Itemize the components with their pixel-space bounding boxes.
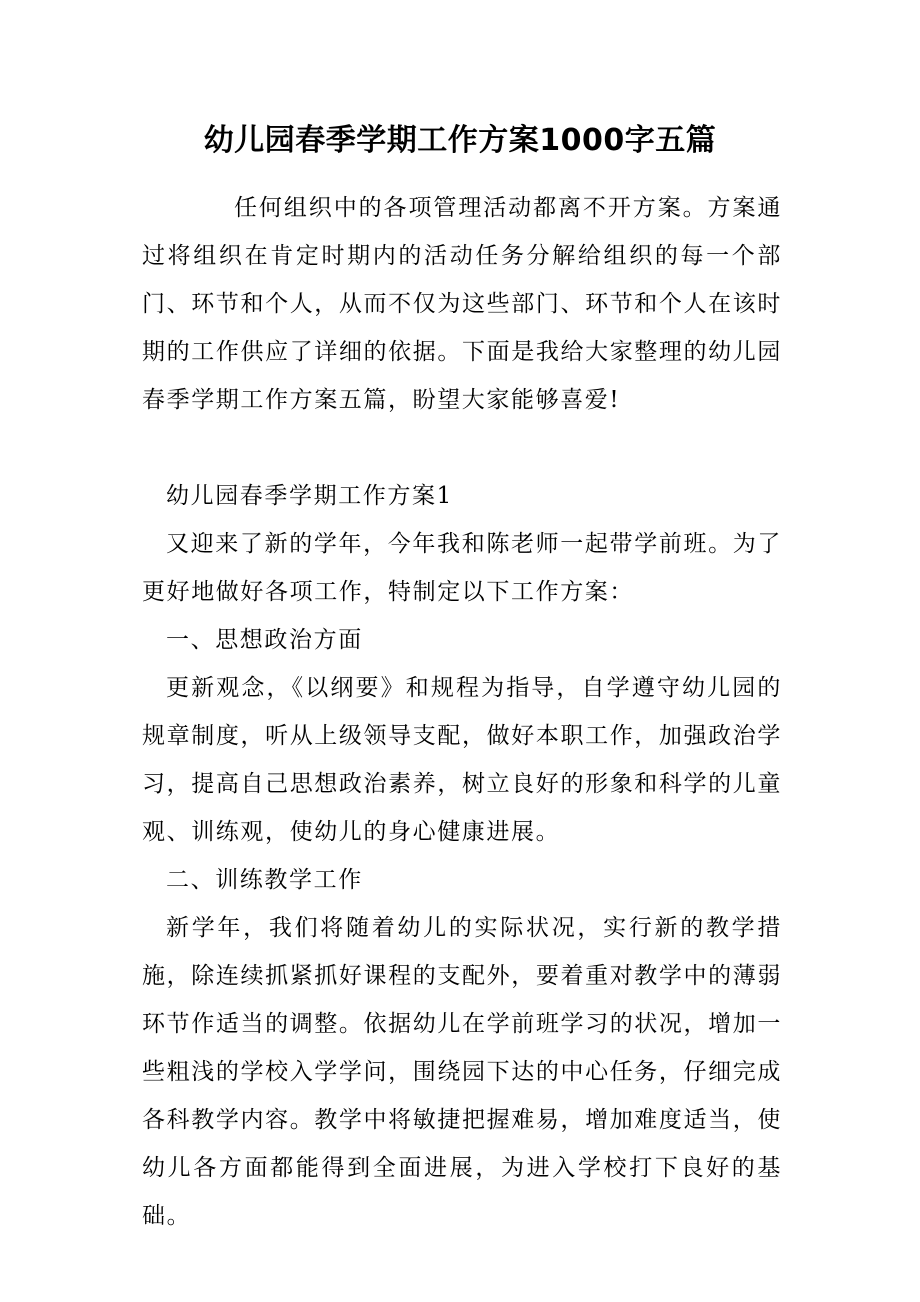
heading-ideology-politics: 一、思想政治方面 [166, 627, 363, 653]
paragraph-opening: 又迎来了新的学年，今年我和陈老师一起带学前班。为了更好地做好各项工作，特制定以下工作方案： [142, 531, 782, 605]
section-title: 幼儿园春季学期工作方案1 [166, 483, 453, 509]
paragraph-ideology-politics: 更新观念，《以纲要》和规程为指导，自学遵守幼儿园的规章制度，听从上级领导支配，做好本职工作，加强政治学习，提高自己思想政治素养，树立良好的形象和科学的儿童观、训练观，使幼儿的身心健康进展。 [142, 675, 782, 845]
intro-paragraph: 任何组织中的各项管理活动都离不开方案。方案通过将组织在肯定时期内的活动任务分解给组织的每一个部门、环节和个人，从而不仅为这些部门、环节和个人在该时期的工作供应了详细的依据。下面是我给大家整理的幼儿园春季学期工作方案五篇，盼望大家能够喜爱! [142, 195, 782, 413]
paragraph-teaching-work: 新学年，我们将随着幼儿的实际状况，实行新的教学措施，除连续抓紧抓好课程的支配外，要着重对教学中的薄弱环节作适当的调整。依据幼儿在学前班学习的状况，增加一些粗浅的学校入学学问，围绕园下达的中心任务，仔细完成各科教学内容。教学中将敏捷把握难易，增加难度适当，使幼儿各方面都能得到全面进展，为进入学校打下良好的基础。 [142, 915, 782, 1229]
heading-teaching-work: 二、训练教学工作 [166, 867, 363, 893]
document-title: 幼儿园春季学期工作方案1000字五篇 [203, 123, 717, 158]
